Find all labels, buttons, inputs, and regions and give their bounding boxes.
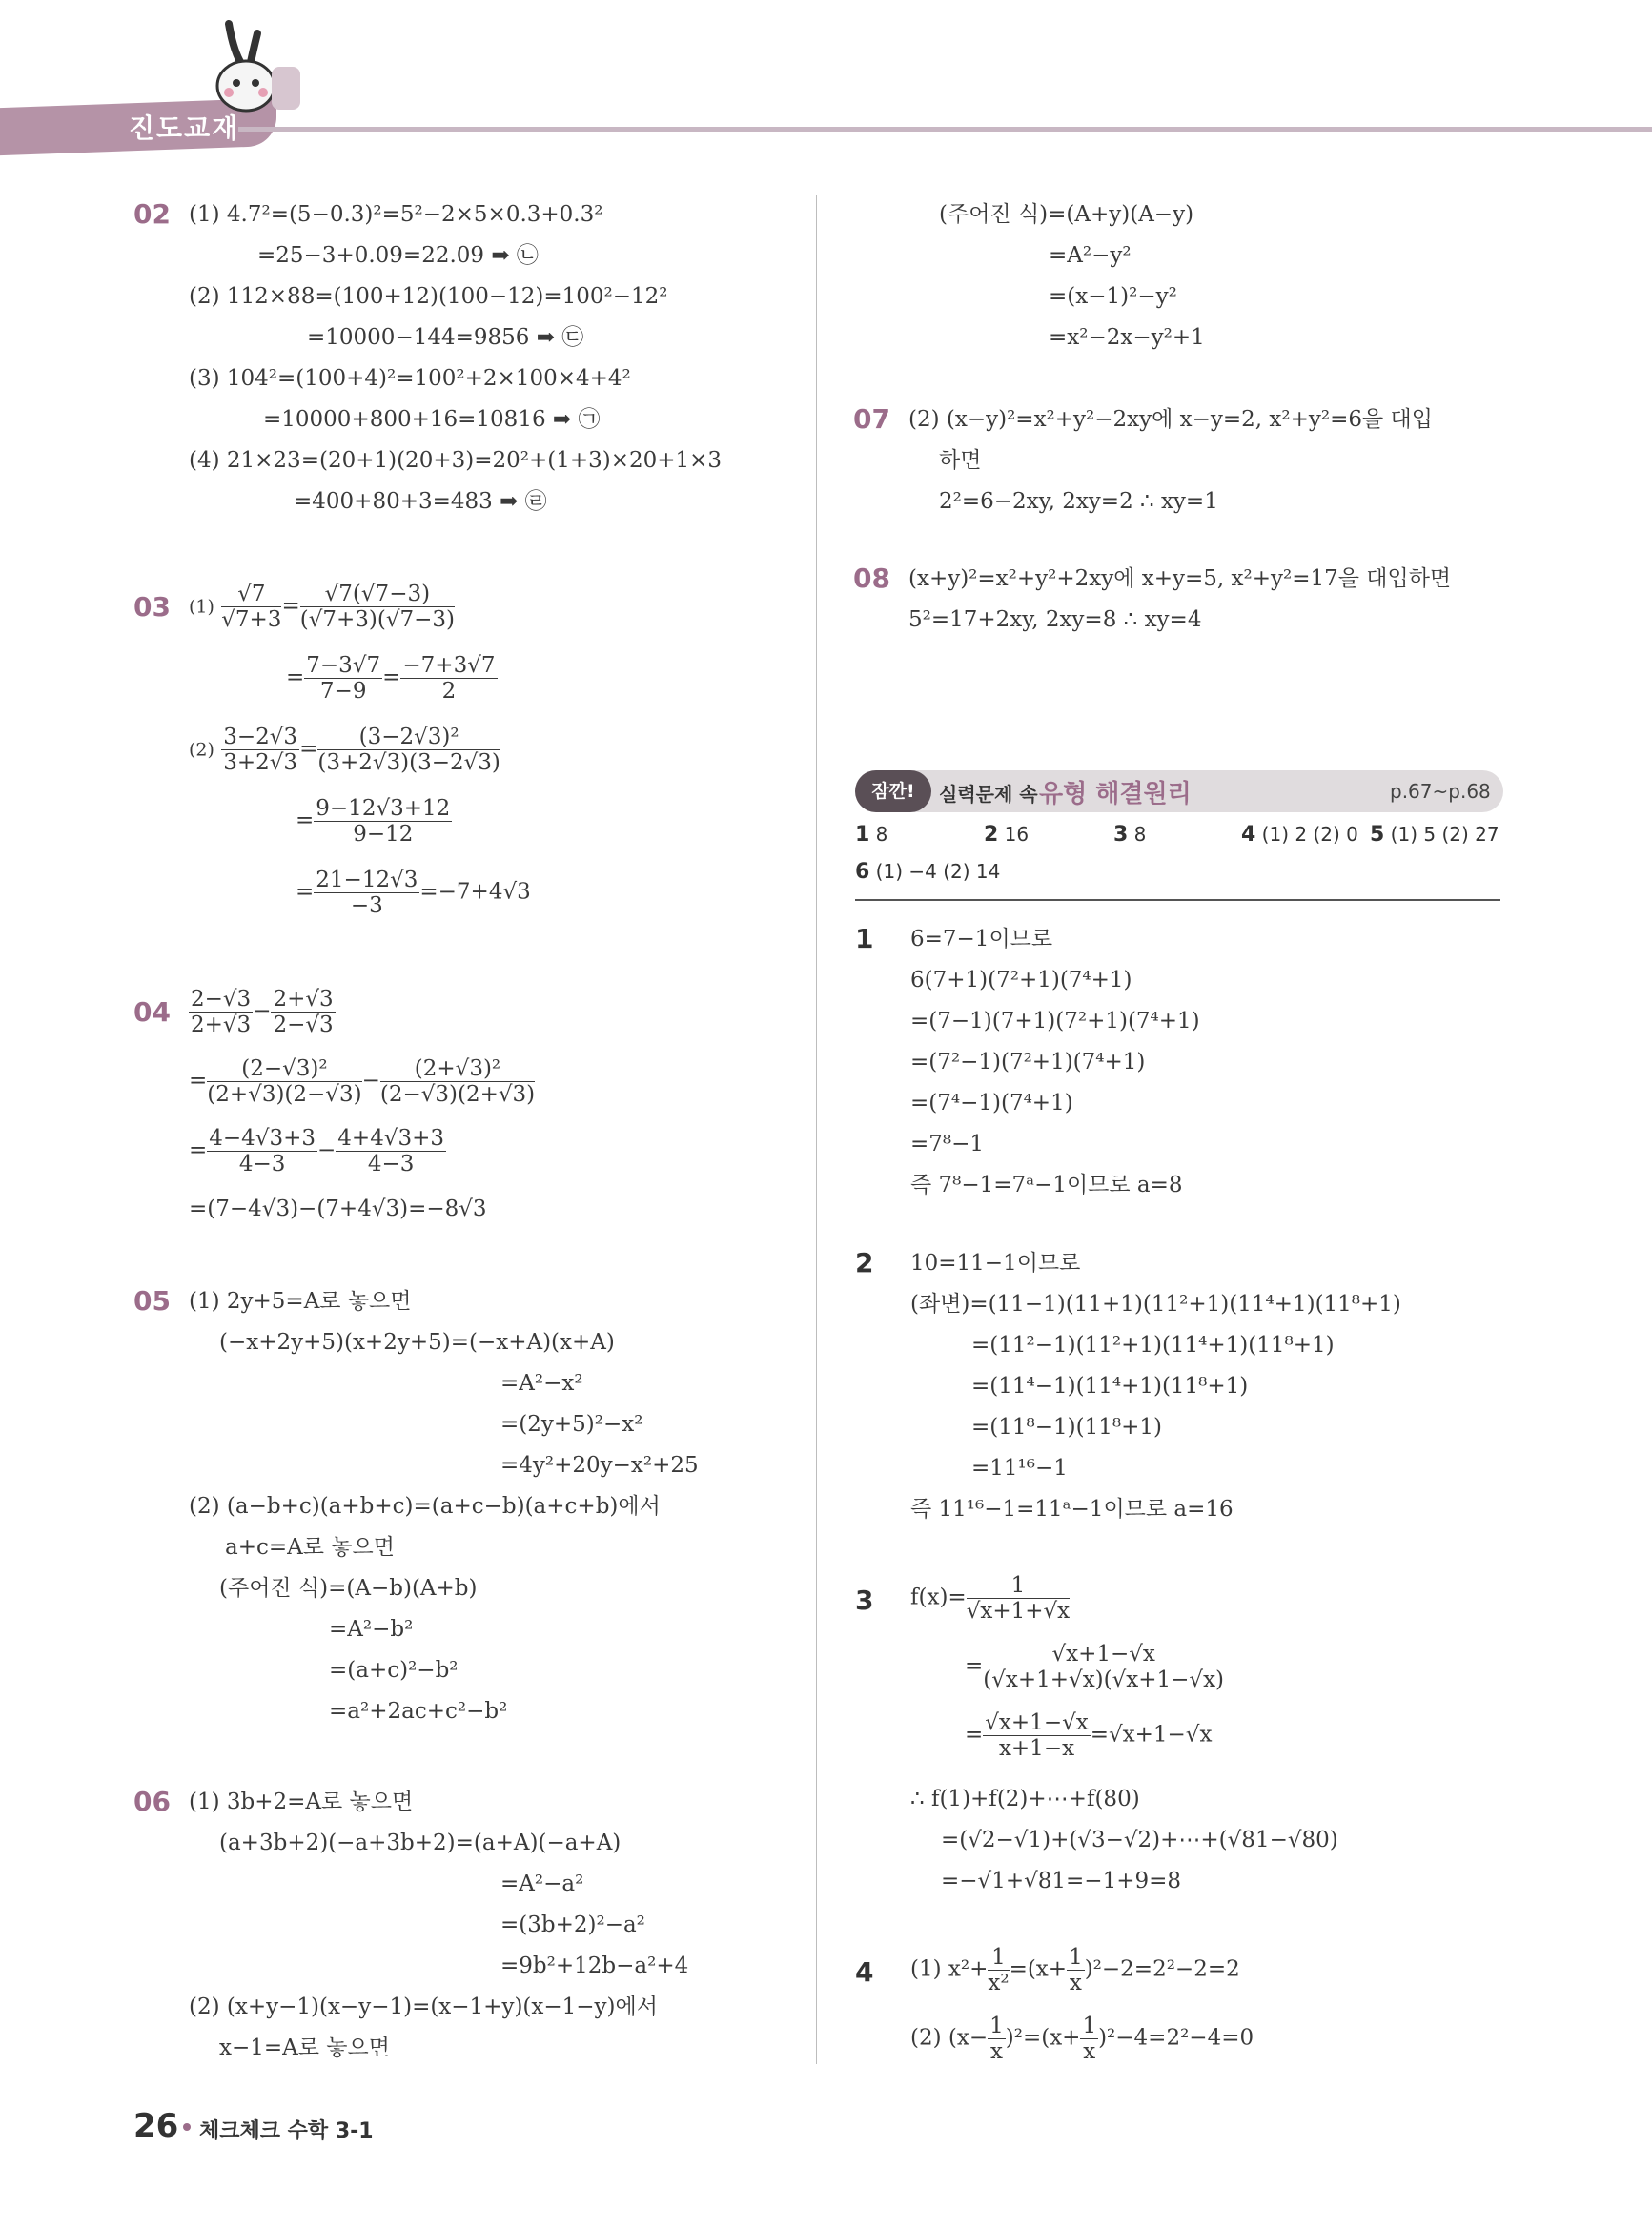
fraction: $\frac{√x+1-√x}{x+1-x}$ <box>985 1710 1089 1761</box>
solution-line: =(11⁸−1)(11⁸+1) <box>971 1415 1162 1440</box>
solution-line: =7⁸−1 <box>910 1132 985 1156</box>
solution-line: 6=7−1이므로 <box>910 927 1053 951</box>
solution-line: 6(7+1)(7²+1)(7⁴+1) <box>910 968 1132 992</box>
fraction: $\frac{7-3√7}{7-9}$ <box>306 653 381 704</box>
solution-line: (좌변)=(11−1)(11+1)(11²+1)(11⁴+1)(11⁸+1) <box>910 1292 1401 1317</box>
solution-line: (1) $\frac{√7}{√7+3}$ = $\frac{√7(√7-3)}{(√7+3)(√7-3)}$ <box>189 582 455 632</box>
solution-line: =A²−y² <box>1049 243 1132 268</box>
solution-line: =(3b+2)²−a² <box>500 1913 645 1937</box>
solution-line: =9b²+12b−a²+4 <box>500 1954 689 1978</box>
solution-line: = $\frac{√x+1-√x}{(√x+1+√x)(√x+1-√x)}$ <box>965 1642 1225 1692</box>
fraction: $\frac{1}{x}$ <box>1069 1945 1083 1995</box>
fraction: $\frac{1}{\text{x²}}$ <box>988 1945 1010 1995</box>
solution-line: =25−3+0.09=22.09 ➡ ㉡ <box>257 243 539 268</box>
solution-line: 즉 7⁸−1=7ᵃ−1이므로 a=8 <box>910 1173 1183 1197</box>
solution-line: = $\frac{\text{(2−√3)²}}{(2+√3)(2-√3)}$ − $\frac{\text{(2+√3)²}}{(2-√3)(2+√3)}$ <box>189 1056 536 1107</box>
fraction: $\frac{4+4√3+3}{4-3}$ <box>337 1126 445 1176</box>
answer-item: 6 (1) −4 (2) 14 <box>855 860 1001 884</box>
answer-item: 1 8 <box>855 823 888 847</box>
footer-bullet <box>183 2123 191 2131</box>
summary-subtitle: 유형 해결원리 <box>1039 780 1192 808</box>
part-label: (2) <box>189 739 214 761</box>
problem-number: 2 <box>855 1247 874 1279</box>
solution-line: =x²−2x−y²+1 <box>1049 325 1205 350</box>
summary-title: 실력문제 속 <box>939 783 1038 806</box>
problem-number: 3 <box>855 1585 874 1616</box>
solution-line: =(7²−1)(7²+1)(7⁴+1) <box>910 1050 1146 1074</box>
solution-line: =4y²+20y−x²+25 <box>500 1453 699 1478</box>
summary-page-range: p.67~p.68 <box>1390 780 1491 803</box>
solution-line: =11¹⁶−1 <box>971 1456 1068 1481</box>
rabbit-mascot-icon <box>191 14 305 119</box>
page-number: 26 <box>133 2107 179 2145</box>
solution-line: =(7−4√3)−(7+4√3)=−8√3 <box>189 1197 487 1221</box>
solution-line: (a+3b+2)(−a+3b+2)=(a+A)(−a+A) <box>219 1831 622 1855</box>
answer-item: 3 8 <box>1113 823 1147 847</box>
solution-line: =(7⁴−1)(7⁴+1) <box>910 1091 1073 1115</box>
solution-line: (2) 112×88=(100+12)(100−12)=100²−12² <box>189 284 668 309</box>
fraction: $\frac{\text{(2−√3)²}}{(2+√3)(2-√3)}$ <box>207 1056 362 1107</box>
solution-line: = $\frac{√x+1-√x}{x+1-x}$ =√x+1−√x <box>965 1710 1213 1761</box>
solution-line: (x+y)²=x²+y²+2xy에 x+y=5, x²+y²=17을 대입하면 <box>908 566 1452 591</box>
solution-line: =(11²−1)(11²+1)(11⁴+1)(11⁸+1) <box>971 1333 1335 1358</box>
problem-number: 05 <box>133 1285 171 1317</box>
fraction: $\frac{-7+3√7}{2}$ <box>402 653 496 704</box>
fraction: $\frac{3-2√3}{3+2√3}$ <box>223 725 298 775</box>
solution-line: (2) $\frac{3-2√3}{3+2√3}$ = $\frac{\text{(3−2√3)²}}{(3+2√3)(3-2√3)}$ <box>189 725 500 775</box>
summary-badge: 잠깐! <box>855 770 931 812</box>
header-rule <box>238 127 1652 132</box>
solution-line: $\frac{2-√3}{2+√3}$ − $\frac{2+√3}{2-√3}$ <box>191 987 334 1037</box>
problem-number: 08 <box>853 563 890 594</box>
solution-line: (−x+2y+5)(x+2y+5)=(−x+A)(x+A) <box>219 1330 615 1355</box>
solution-line: =(7−1)(7+1)(7²+1)(7⁴+1) <box>910 1009 1200 1033</box>
answer-item: 4 (1) 2 (2) 0 <box>1241 823 1358 847</box>
solution-line: =(2y+5)²−x² <box>500 1412 643 1437</box>
solution-line: 5²=17+2xy, 2xy=8 ∴ xy=4 <box>908 607 1202 632</box>
solution-line: = $\frac{4-4√3+3}{4-3}$ − $\frac{4+4√3+3}{4-3}$ <box>189 1126 445 1176</box>
solution-line: (1) 2y+5=A로 놓으면 <box>189 1289 412 1314</box>
fraction: $\frac{√7}{√7+3}$ <box>221 582 282 632</box>
part-label: (1) <box>189 596 214 618</box>
problem-number: 02 <box>133 198 171 230</box>
solution-line: =400+80+3=483 ➡ ㉣ <box>294 489 547 514</box>
solution-line: (2) (a−b+c)(a+b+c)=(a+c−b)(a+c+b)에서 <box>189 1494 661 1519</box>
solution-line: x−1=A로 놓으면 <box>219 2036 390 2060</box>
solution-line: (2) (x−y)²=x²+y²−2xy에 x−y=2, x²+y²=6을 대입 <box>908 407 1433 432</box>
problem-number: 07 <box>853 403 890 435</box>
solution-line: 2²=6−2xy, 2xy=2 ∴ xy=1 <box>939 489 1218 514</box>
problem-number: 04 <box>133 996 171 1028</box>
fraction: $\frac{\text{(3−2√3)²}}{(3+2√3)(3-2√3)}$ <box>317 725 500 775</box>
solution-line: = $\frac{9-12√3+12}{9-12}$ <box>296 796 451 847</box>
fraction: $\frac{√7(√7-3)}{(√7+3)(√7-3)}$ <box>299 582 455 632</box>
problem-number: 1 <box>855 923 874 954</box>
column-divider <box>816 195 817 2064</box>
fraction: $\frac{2+√3}{2-√3}$ <box>273 987 334 1037</box>
fraction: $\frac{2-√3}{2+√3}$ <box>191 987 252 1037</box>
solution-line: ∴ f(1)+f(2)+⋯+f(80) <box>910 1787 1140 1811</box>
summary-rule <box>855 899 1500 901</box>
solution-line: =a²+2ac+c²−b² <box>329 1699 508 1724</box>
solution-line: =10000+800+16=10816 ➡ ㉠ <box>263 407 601 432</box>
solution-line: =A²−x² <box>500 1371 583 1396</box>
solution-line: (4) 21×23=(20+1)(20+3)=20²+(1+3)×20+1×3 <box>189 448 723 473</box>
solution-line: (3) 104²=(100+4)²=100²+2×100×4+4² <box>189 366 631 391</box>
fraction: $\frac{4-4√3+3}{4-3}$ <box>209 1126 316 1176</box>
problem-number: 06 <box>133 1786 171 1817</box>
solution-line: f(x)= $\frac{1}{√x+1+√x}$ <box>910 1573 1071 1624</box>
problem-number: 4 <box>855 1956 874 1988</box>
problem-number: 03 <box>133 591 171 623</box>
solution-line: (2) (x− $\frac{1}{x}$ )²=(x+ $\frac{1}{x}$ )²−4=2²−4=0 <box>910 2014 1254 2064</box>
solution-line: (주어진 식)=(A−b)(A+b) <box>219 1576 478 1601</box>
solution-line: =A²−b² <box>329 1617 414 1642</box>
solution-line: 10=11−1이므로 <box>910 1251 1081 1276</box>
fraction: $\frac{1}{x}$ <box>989 2014 1004 2064</box>
solution-line: =(11⁴−1)(11⁴+1)(11⁸+1) <box>971 1374 1249 1399</box>
solution-line: (1) x²+ $\frac{1}{\text{x²}}$ =(x+ $\frac{1}{x}$ )²−2=2²−2=2 <box>910 1945 1240 1995</box>
fraction: $\frac{√x+1-√x}{(√x+1+√x)(√x+1-√x)}$ <box>983 1642 1225 1692</box>
fraction: $\frac{1}{√x+1+√x}$ <box>966 1573 1071 1624</box>
solution-line: (주어진 식)=(A+y)(A−y) <box>939 202 1194 227</box>
solution-line: =(x−1)²−y² <box>1049 284 1177 309</box>
solution-line: (2) (x+y−1)(x−y−1)=(x−1+y)(x−1−y)에서 <box>189 1995 658 2019</box>
solution-line: (1) 4.7²=(5−0.3)²=5²−2×5×0.3+0.3² <box>189 202 603 227</box>
solution-line: =(√2−√1)+(√3−√2)+⋯+(√81−√80) <box>941 1828 1338 1852</box>
solution-line: 즉 11¹⁶−1=11ᵃ−1이므로 a=16 <box>910 1497 1234 1522</box>
book-title: 체크체크 수학 3-1 <box>199 2119 374 2143</box>
solution-line: = $\frac{21-12√3}{-3}$ =−7+4√3 <box>296 868 531 918</box>
solution-line: 하면 <box>939 448 982 473</box>
solution-line: =(a+c)²−b² <box>329 1658 459 1683</box>
solution-line: = $\frac{7-3√7}{7-9}$ = $\frac{-7+3√7}{2}$ <box>286 653 496 704</box>
section-title: 진도교재 <box>129 113 240 144</box>
fraction: $\frac{\text{(2+√3)²}}{(2-√3)(2+√3)}$ <box>379 1056 536 1107</box>
solution-line: =−√1+√81=−1+9=8 <box>941 1869 1182 1893</box>
fraction: $\frac{21-12√3}{-3}$ <box>316 868 418 918</box>
fraction: $\frac{9-12√3+12}{9-12}$ <box>316 796 451 847</box>
solution-line: a+c=A로 놓으면 <box>225 1535 395 1560</box>
solution-line: (1) 3b+2=A로 놓으면 <box>189 1790 414 1814</box>
fraction: $\frac{1}{x}$ <box>1082 2014 1097 2064</box>
solution-line: =10000−144=9856 ➡ ㉢ <box>307 325 584 350</box>
answer-item: 5 (1) 5 (2) 27 <box>1370 823 1499 847</box>
solution-line: =A²−a² <box>500 1872 584 1896</box>
answer-item: 2 16 <box>984 823 1030 847</box>
